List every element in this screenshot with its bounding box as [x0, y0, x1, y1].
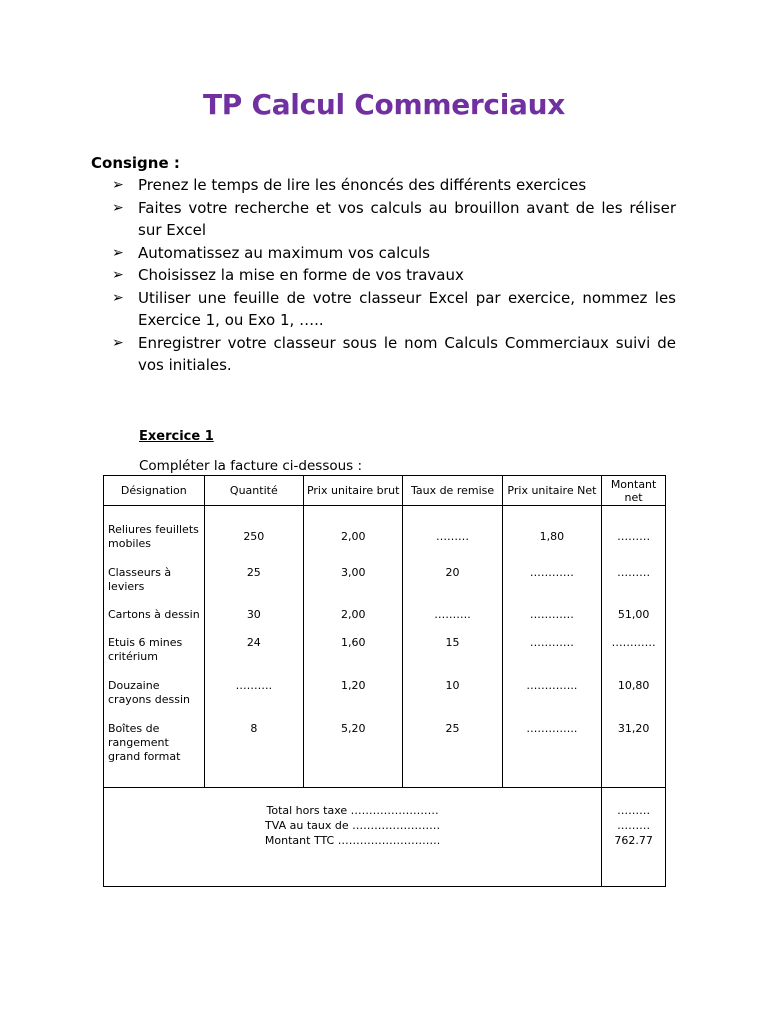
cell-prix-net: 1,80: [539, 530, 565, 543]
cell-montant: ………: [617, 530, 651, 543]
instruction-item: [112, 332, 676, 377]
exercise-title: Exercice 1: [139, 429, 214, 444]
cell-prix-brut: 2,00: [340, 608, 366, 621]
cell-montant: 51,00: [617, 608, 650, 621]
cell-taux-remise: 10: [445, 679, 460, 692]
totals-labels: [104, 788, 601, 848]
arrow-bullet-icon: ➢: [112, 267, 124, 283]
cell-prix-net: …………: [529, 608, 574, 621]
montant-ttc-label: Montant TTC ……………………….: [264, 834, 441, 847]
cell-prix-brut: 2,00: [340, 530, 366, 543]
arrow-bullet-icon: ➢: [112, 289, 124, 306]
cell-designation: Classeurs à leviers: [108, 566, 172, 593]
cell-prix-brut: 3,00: [340, 566, 366, 579]
header-quantite: Quantité: [204, 476, 303, 506]
consigne-label: Consigne :: [91, 154, 180, 172]
arrow-bullet-icon: ➢: [112, 177, 124, 193]
instruction-item: [112, 197, 676, 242]
tva-label: TVA au taux de ……………………: [265, 819, 441, 832]
cell-taux-remise: 15: [445, 636, 460, 649]
instruction-text: Enregistrer votre classeur sous le nom Calculs Commerciaux suivi de vos initiales.: [138, 333, 676, 374]
table-header-row: [104, 476, 666, 506]
cell-quantite: ……….: [235, 679, 273, 692]
instruction-text: Utiliser une feuille de votre classeur Excel par exercice, nommez les Exercice 1, ou Exo 1, …..: [138, 288, 676, 329]
table-row: [104, 563, 666, 605]
instruction-text: Faites votre recherche et vos calculs au brouillon avant de les réliser sur Excel: [138, 198, 676, 239]
cell-montant: 10,80: [617, 679, 650, 692]
table-row: [104, 719, 666, 788]
page-title: TP Calcul Commerciaux: [202, 88, 565, 121]
table-row: [104, 676, 666, 719]
cell-prix-brut: 5,20: [340, 722, 366, 735]
cell-montant: ………: [617, 566, 651, 579]
cell-prix-brut: 1,20: [340, 679, 366, 692]
cell-prix-net: …………..: [526, 722, 578, 735]
cell-quantite: 8: [250, 722, 258, 735]
cell-prix-brut: 1,60: [340, 636, 366, 649]
total-ht-label: Total hors taxe ……………………: [266, 804, 439, 817]
cell-designation: Boîtes de rangement grand format: [108, 722, 181, 763]
cell-montant: …………: [611, 636, 656, 649]
header-montant: Montant net: [602, 476, 666, 506]
cell-quantite: 250: [243, 530, 265, 543]
total-ht-value: ………: [617, 804, 651, 817]
cell-designation: Cartons à dessin: [108, 608, 200, 621]
cell-designation: Reliures feuillets mobiles: [108, 523, 199, 550]
cell-taux-remise: 25: [445, 722, 460, 735]
instruction-item: [112, 287, 676, 332]
cell-taux-remise: ………: [436, 530, 470, 543]
instruction-text: Prenez le temps de lire les énoncés des différents exercices: [138, 176, 587, 194]
cell-taux-remise: 20: [445, 566, 460, 579]
cell-prix-net: …………..: [526, 679, 578, 692]
exercise-instruction: Compléter la facture ci-dessous :: [139, 458, 363, 474]
arrow-bullet-icon: ➢: [112, 334, 124, 351]
cell-montant: 31,20: [617, 722, 650, 735]
header-prix-net: Prix unitaire Net: [502, 476, 601, 506]
cell-designation: Douzaine crayons dessin: [108, 679, 190, 706]
totals-row: [104, 788, 666, 887]
header-designation: Désignation: [104, 476, 205, 506]
instruction-item: [112, 264, 676, 287]
cell-quantite: 30: [246, 608, 261, 621]
cell-prix-net: …………: [529, 636, 574, 649]
montant-ttc-value: 762.77: [614, 834, 653, 847]
table-spacer-row: [104, 506, 666, 521]
cell-quantite: 24: [246, 636, 261, 649]
arrow-bullet-icon: ➢: [112, 244, 124, 261]
invoice-table: [103, 475, 666, 887]
cell-taux-remise: ……….: [434, 608, 471, 621]
tva-value: ………: [617, 819, 651, 832]
cell-designation: Etuis 6 mines critérium: [108, 636, 183, 663]
cell-quantite: 25: [246, 566, 261, 579]
instruction-item: [112, 174, 676, 197]
instruction-text: Choisissez la mise en forme de vos travaux: [138, 266, 464, 284]
table-row: [104, 605, 666, 633]
table-row: [104, 520, 666, 563]
totals-values: [602, 788, 665, 848]
header-prix-brut: Prix unitaire brut: [304, 476, 403, 506]
header-taux-remise: Taux de remise: [403, 476, 502, 506]
cell-prix-net: …………: [529, 566, 574, 579]
instruction-text: Automatissez au maximum vos calculs: [138, 243, 430, 262]
arrow-bullet-icon: ➢: [112, 199, 124, 216]
instruction-item: [112, 242, 676, 265]
instructions-list: [112, 174, 676, 377]
table-row: [104, 633, 666, 676]
